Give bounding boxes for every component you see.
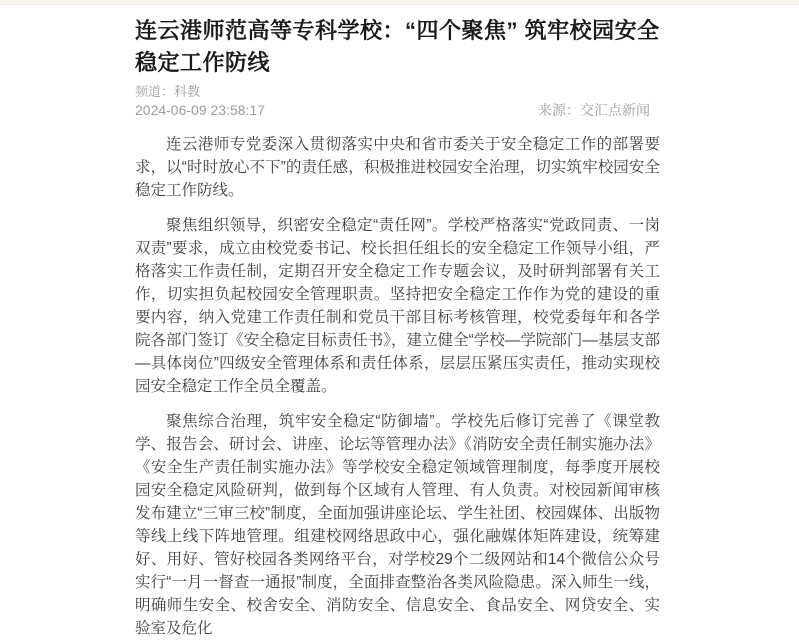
page-top-divider (0, 0, 799, 5)
meta-row (135, 102, 660, 119)
article (135, 15, 660, 640)
publish-time: 2024-06-09 23:58:17 (135, 102, 265, 118)
channel-label: 频道：科教 (135, 84, 201, 99)
source-label: 来源：交汇点新闻 (538, 102, 650, 118)
article-body (135, 133, 660, 640)
paragraph-2: 聚焦组织领导，织密安全稳定“责任网”。学校严格落实“党政同责、一岗双责”要求，成立由校党委书记、校长担任组长的安全稳定工作领导小组，严格落实工作责任制，定期召开安全稳定工作专题会议，及时研判部署有关工作，切实担负起校园安全管理职责。坚持把安全稳定工作作为党的建设的重要内容，纳入党建工作责任制和党员干部目标考核管理，校党委每年和各学院各部门签订《安全稳定目标责任书》，建立健全“学校—学院部门—基层支部—具体岗位”四级安全管理体系和责任体系，层层压紧压实责任，推动实现校园安全稳定工作全员全覆盖。 (135, 217, 660, 395)
paragraph-1: 连云港师专党委深入贯彻落实中央和省市委关于安全稳定工作的部署要求，以“时时放心不下”的责任感，积极推进校园安全治理，切实筑牢校园安全稳定工作防线。 (135, 136, 660, 199)
article-meta (135, 84, 660, 119)
paragraph-3: 聚焦综合治理，筑牢安全稳定“防御墙”。学校先后修订完善了《课堂教学、报告会、研讨会、讲座、论坛等管理办法》《消防安全责任制实施办法》《安全生产责任制实施办法》等学校安全稳定领域管理制度，每季度开展校园安全稳定风险研判，做到每个区域有人管理、有人负责。对校园新闻审核发布建立“三审三校”制度，全面加强讲座论坛、学生社团、校园媒体、出版物等线上线下阵地管理。组建校网络思政中心，强化融媒体矩阵建设，统筹建好、用好、管好校园各类网络平台，对学校29个二级网站和14个微信公众号实行“一月一督查一通报”制度，全面排查整治各类风险隐患。深入师生一线，明确师生安全、校舍安全、消防安全、信息安全、食品安全、网贷安全、实验室及危化 (135, 413, 660, 637)
article-title: 连云港师范高等专科学校：“四个聚焦” 筑牢校园安全稳定工作防线 (135, 18, 660, 75)
